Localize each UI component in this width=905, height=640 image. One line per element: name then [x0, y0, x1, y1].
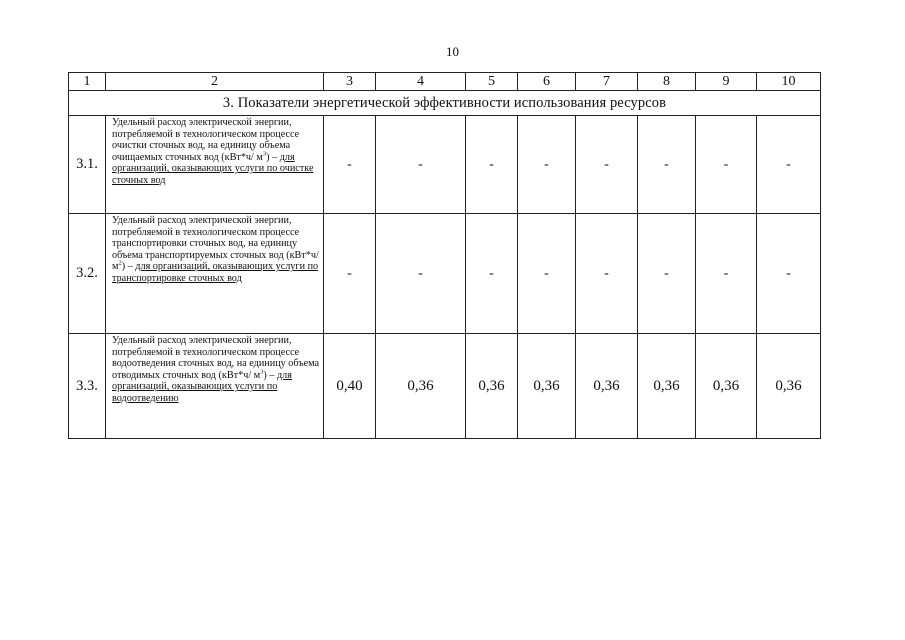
value-cell: 0,36	[466, 334, 518, 439]
row-description	[106, 116, 324, 214]
section-title: 3. Показатели энергетической эффективности использования ресурсов	[69, 91, 821, 116]
value-cell: 0,36	[576, 334, 638, 439]
value-cell: -	[376, 214, 466, 334]
row-number: 3.1.	[69, 116, 106, 214]
column-header: 8	[638, 73, 696, 91]
column-header: 5	[466, 73, 518, 91]
value-cell: -	[466, 214, 518, 334]
desc-underlined: для организаций, оказывающих услуги по транспортировке сточных вод	[112, 261, 319, 284]
row-number: 3.3.	[69, 334, 106, 439]
column-header: 9	[696, 73, 757, 91]
indicators-table	[68, 72, 821, 439]
value-cell: -	[638, 116, 696, 214]
desc-tail: ) –	[266, 151, 278, 163]
table-row	[69, 334, 821, 439]
value-cell: -	[518, 116, 576, 214]
column-header: 4	[376, 73, 466, 91]
value-cell: -	[576, 116, 638, 214]
desc-text: Удельный расход электрической энергии, потребляемой в технологическом процессе водоотведения сточных вод, на единицу объема отводимых сточных вод (кВт*ч/ м	[112, 335, 320, 381]
value-cell: -	[466, 116, 518, 214]
value-cell: 0,36	[518, 334, 576, 439]
column-header: 7	[576, 73, 638, 91]
value-cell: -	[757, 214, 821, 334]
value-cell: -	[324, 116, 376, 214]
table-row	[69, 214, 821, 334]
value-cell: -	[576, 214, 638, 334]
column-header: 2	[106, 73, 324, 91]
page-number: 10	[446, 44, 459, 59]
value-cell: 0,40	[324, 334, 376, 439]
section-row	[69, 91, 821, 116]
row-description	[106, 334, 324, 439]
column-header: 3	[324, 73, 376, 91]
desc-tail: ) –	[263, 369, 275, 381]
value-cell: -	[757, 116, 821, 214]
desc-superscript: 3	[262, 150, 267, 158]
row-description	[106, 214, 324, 334]
column-header: 6	[518, 73, 576, 91]
column-header: 1	[69, 73, 106, 91]
value-cell: -	[518, 214, 576, 334]
column-header: 10	[757, 73, 821, 91]
row-number: 3.2.	[69, 214, 106, 334]
desc-superscript: 2	[118, 259, 122, 267]
desc-underlined: для организаций, оказывающих услуги по водоотведению	[112, 369, 292, 404]
value-cell: 0,36	[757, 334, 821, 439]
value-cell: 0,36	[696, 334, 757, 439]
value-cell: -	[376, 116, 466, 214]
table-row	[69, 116, 821, 214]
desc-underlined: для организаций, оказывающих услуги по очистке сточных вод	[112, 151, 314, 186]
value-cell: -	[696, 116, 757, 214]
desc-tail: ) –	[121, 261, 133, 273]
value-cell: 0,36	[376, 334, 466, 439]
column-number-row	[69, 73, 821, 91]
value-cell: -	[696, 214, 757, 334]
value-cell: -	[324, 214, 376, 334]
desc-text: Удельный расход электрической энергии, потребляемой в технологическом процессе транспортировки сточных вод, на единицу объема транспортируемых сточных вод (кВт*ч/ м	[112, 215, 319, 273]
value-cell: -	[638, 214, 696, 334]
value-cell: 0,36	[638, 334, 696, 439]
desc-text: Удельный расход электрической энергии, потребляемой в технологическом процессе очистки сточных вод, на единицу объема очищаемых сточных вод (кВт*ч/ м	[112, 117, 300, 163]
desc-superscript: 3	[260, 368, 264, 376]
